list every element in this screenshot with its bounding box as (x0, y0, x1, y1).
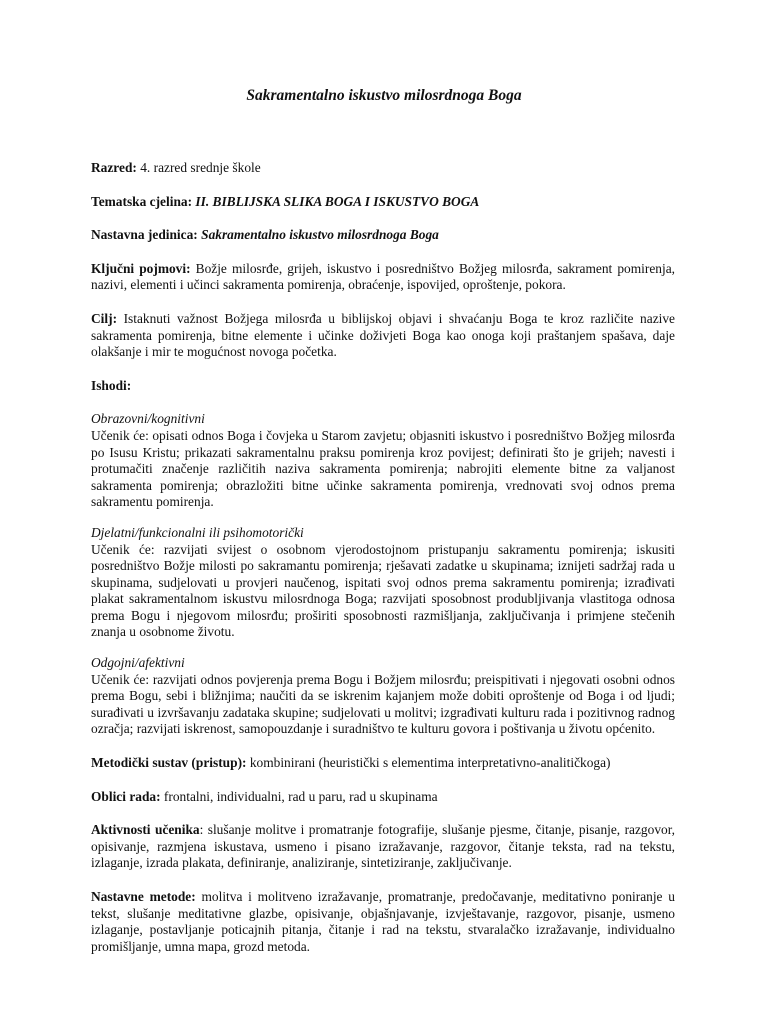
ishodi-afektivni-heading: Odgojni/afektivni (91, 655, 185, 671)
oblici-value: frontalni, individualni, rad u paru, rad u skupinama (160, 788, 438, 804)
tematska-label: Tematska cjelina: (91, 193, 193, 209)
ishodi-heading: Ishodi: (91, 377, 132, 393)
aktivnosti-label: Aktivnosti učenika (91, 822, 200, 838)
ishodi-kognitivni-heading: Obrazovni/kognitivni (91, 411, 205, 427)
aktivnosti-paragraph (91, 822, 675, 872)
metode-label: Nastavne metode: (91, 889, 196, 904)
document-title: Sakramentalno iskustvo milosrdnoga Boga (246, 87, 522, 104)
oblici-line (91, 789, 675, 806)
pojmovi-label: Ključni pojmovi: (91, 260, 191, 276)
cilj-value: Istaknuti važnost Božjega milosrđa u biblijskoj objavi i shvaćanju Boga te kroz različite nazive sakramenta pomirenja, bitne elemente i učinke doživjeti Boga kao onoga koji praštanjem spašava, daje olakšanje i mir te mogućnost novoga početka. (91, 310, 675, 360)
metodicki-label: Metodički sustav (pristup): (91, 755, 247, 771)
pojmovi-value: Božje milosrđe, grijeh, iskustvo i posredništvo Božjeg milosrđa, sakrament pomirenja, nazivi, elementi i učinci sakramenta pomirenja, obraćenje, ispovijed, oproštenje, pokora. (91, 260, 675, 293)
aktivnosti-value: : slušanje molitve i promatranje fotografije, slušanje pjesme, čitanje, pisanje, razgovor, opisivanje, razmjena iskustava, usmeno i pisano izražavanje, razgovor, čitanje teksta, rad na tekstu, izlaganje, izrada plakata, definiranje, analiziranje, sintetiziranje, zaključivanje. (91, 822, 675, 871)
tematska-value: II. BIBLIJSKA SLIKA BOGA I ISKUSTVO BOGA (195, 193, 480, 209)
jedinica-value: Sakramentalno iskustvo milosrdnoga Boga (201, 227, 439, 243)
ishodi-kognitivni-text: Učenik će: opisati odnos Boga i čovjeka u Starom zavjetu; objasniti iskustvo i posredništvo Božjeg milosrđa po Isusu Kristu; prikazati sakramentalnu praksu pomirenja kroz povijest; definirati što je grijeh; navesti i protumačiti značenje različitih naziva sakramenta pomirenja; nabrojiti elemente bitne za valjanost sakramenta pomirenja; obrazložiti bitne učinke sakramenta pomirenja, vrednovati svoj odnos prema sakramentu pomirenja. (91, 427, 675, 510)
razred-line (91, 160, 675, 177)
cilj-paragraph (91, 311, 675, 361)
razred-value: 4. razred srednje škole (136, 160, 261, 175)
jedinica-line (91, 227, 675, 244)
cilj-label: Cilj: (91, 310, 118, 326)
razred-label: Razred: (91, 160, 137, 175)
metode-paragraph (91, 889, 675, 955)
ishodi-psihomotoricki-text: Učenik će: razvijati svijest o osobnom vjerodostojnom pristupanju sakramentu pomirenja; iskusiti posredništvo Božje milosti po sakramantu pomirenja; rješavati zadatke u skupinama; iznijeti sadržaj rada u skupinama, sudjelovati u provjeri naučenog, ispitati svoj odnos prema sakramentu pomirenja; izrađivati plakat sakramentalnom iskustvu milosrdnoga Boga; razvijati sposobnost produbljivanja vlastitoga odnosa prema Bogu i njegovom milosrđu; proširiti sposobnosti razmišljanja, zaključivanja i primjene stečenih znanja u osobnome životu. (91, 541, 675, 640)
jedinica-label: Nastavna jedinica: (91, 227, 198, 243)
ishodi-afektivni-text: Učenik će: razvijati odnos povjerenja prema Bogu i Božjem milosrđu; preispitivati i njegovati osobni odnos prema Bogu, sebi i bližnjima; naučiti da se iskrenim kajanjem može dobiti oproštenje od Boga i od ljudi; surađivati u izvršavanju zadataka skupine; sudjelovati u molitvi; izgrađivati kulturu rada i pozitivnog radnog ozračja; razvijati iskrenost, samopouzdanje i suradništvo te kulturu govora i poštivanja u životu općenito. (91, 671, 675, 737)
oblici-label: Oblici rada: (91, 788, 161, 804)
pojmovi-paragraph (91, 261, 675, 294)
tematska-line (91, 194, 675, 211)
document-body (91, 160, 675, 955)
metodicki-value: kombinirani (heuristički s elementima interpretativno-analitičkoga) (246, 755, 611, 771)
metodicki-line (91, 755, 675, 772)
ishodi-psihomotoricki-heading: Djelatni/funkcionalni ili psihomotorički (91, 524, 304, 540)
metode-value: molitva i molitveno izražavanje, promatranje, predočavanje, meditativno poniranje u tekst, slušanje meditativne glazbe, opisivanje, objašnjavanje, izvještavanje, razgovor, pisanje, usmeno izlaganje, postavljanje poticajnih pitanja, čitanje i rad na tekstu, stvaralačko izražavanje, individualno promišljanje, umna mapa, grozd metoda. (91, 889, 675, 954)
